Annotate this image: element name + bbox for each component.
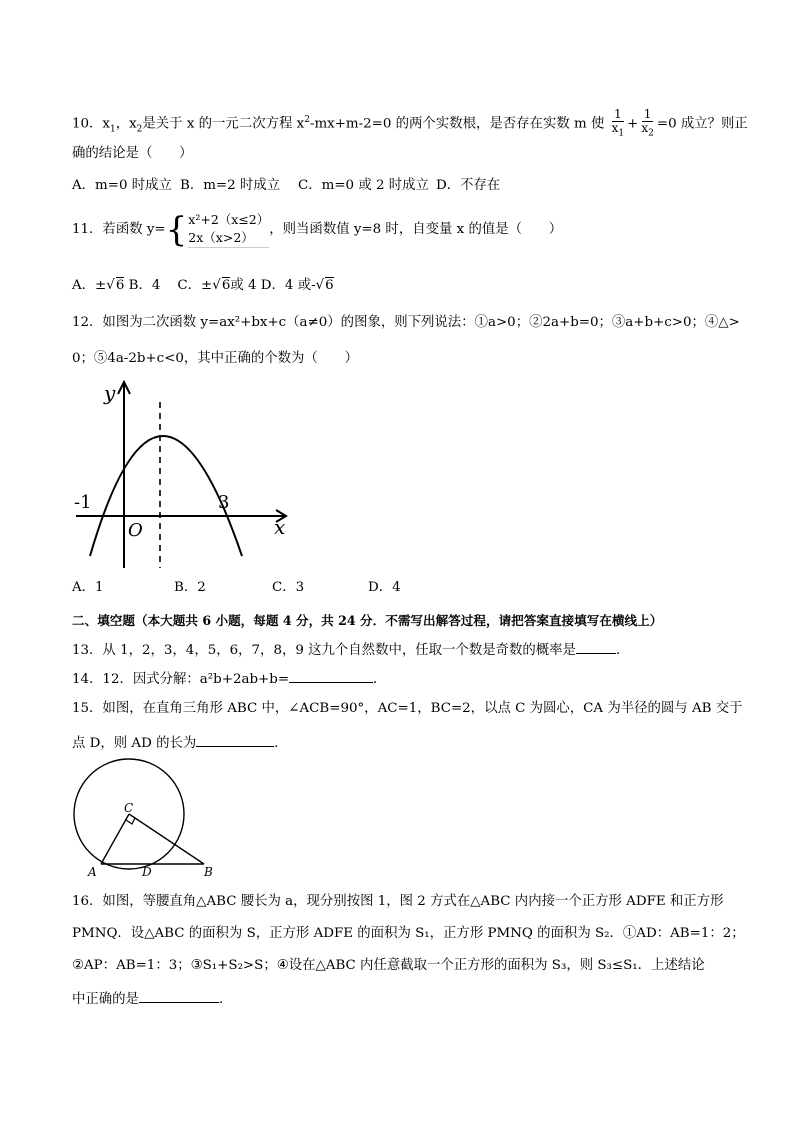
q10-option-c: C．m=0 或 2 时成立 — [298, 178, 429, 193]
q10-text-c: 是关于 x 的一元二次方程 x — [142, 116, 305, 132]
q12-line1: 12．如图为二次函数 y=ax²+bx+c（a≠0）的图象，则下列说法：①a>0；②2a+b=0；③a+b+c>0；④△> — [72, 315, 740, 330]
q16-line1: 16．如图，等腰直角△ABC 腰长为 a，现分别按图 1，图 2 方式在△ABC 内内接一个正方形 ADFE 和正方形 — [72, 894, 724, 909]
q12-line2: 0；⑤4a-2b+c<0，其中正确的个数为（ ） — [72, 351, 358, 366]
q11-prefix: 11．若函数 y= — [72, 222, 166, 237]
q10-fraction-2: $\frac{1}{x_2}$ — [641, 107, 654, 139]
q11-option-c: C．± — [177, 278, 213, 293]
label-a: A — [88, 865, 97, 879]
q16-text: 中正确的是 — [72, 992, 139, 1007]
q16-answer-blank[interactable] — [139, 989, 219, 1003]
segment-cb — [129, 814, 204, 864]
q11-line1: 11．若函数 y= { x²+2（x≤2） 2x（x>2） ，则当函数值 y=8 时，自变量 x 的值是（ ） — [72, 209, 563, 250]
label-c: C — [124, 801, 134, 815]
x-axis-label: x — [274, 515, 286, 539]
q15-text: 点 D，则 AD 的长为 — [72, 736, 197, 751]
root-right-label: 3 — [218, 492, 230, 513]
q12-option-d: D．4 — [368, 580, 401, 595]
parabola-graph — [72, 376, 292, 572]
q11-option-b: B．4 — [128, 278, 161, 293]
q10-text-a: 10．x — [72, 116, 110, 132]
q11-case-2: 2x（x>2） — [188, 230, 254, 245]
root-left-label: -1 — [74, 492, 92, 513]
q13-line: 13．从 1，2，3，4，5，6，7，8，9 这九个自然数中，任取一个数是奇数的概率是 ． — [72, 640, 629, 660]
q10-line1: 10．$x_1$，$x_2$是关于 x 的一元二次方程 $x^2-mx+m-2=0$ 的两个实数根，是否存在实数 m 使 $\frac{1}{x_1}$ + $\frac{1}{x_2}$ =0 成立？则正 — [72, 107, 748, 139]
q15-answer-blank[interactable] — [196, 733, 274, 747]
q10-fraction-1: $\frac{1}{x_1}$ — [611, 107, 625, 139]
q10-option-d: D．不存在 — [436, 178, 501, 193]
section2-title: 二、填空题（本大题共 6 小题，每题 4 分，共 24 分．不需写出解答过程，请把答案直接填写在横线上） — [72, 613, 663, 628]
q10-text-d: -mx+m-2=0 的两个实数根，是否存在实数 m 使 — [309, 116, 605, 132]
origin-label: O — [128, 520, 143, 541]
q11-option-a: A．± — [72, 278, 107, 293]
q12-options — [72, 579, 401, 597]
q10-line2: 确的结论是（ ） — [72, 146, 193, 161]
label-d: D — [142, 865, 152, 879]
q13-answer-blank[interactable] — [576, 640, 616, 654]
q14-answer-blank[interactable] — [289, 669, 373, 683]
q11-options: A．±√6 B．4 C．±√6或 4 D．4 或-√6 — [72, 278, 334, 293]
segment-ca — [101, 814, 129, 864]
q12-option-c: C．3 — [272, 580, 305, 595]
q12-option-b: B．2 — [174, 580, 206, 595]
q16-line4: 中正确的是 ． — [72, 989, 232, 1009]
q11-case-1: x²+2（x≤2） — [188, 212, 270, 227]
circle-triangle-figure — [70, 758, 220, 880]
q14-text: 14．12．因式分解：a²b+2ab+b= — [72, 672, 290, 687]
q10-option-a: A．m=0 时成立 — [72, 178, 172, 193]
q12-option-a: A．1 — [72, 580, 104, 595]
label-b: B — [204, 865, 213, 879]
q10-text-e: =0 成立？则正 — [656, 116, 748, 132]
q10-text-b: ，x — [115, 116, 137, 132]
q15-line2: 点 D，则 AD 的长为 ． — [72, 733, 288, 753]
q11-suffix: ，则当函数值 y=8 时，自变量 x 的值是（ ） — [269, 222, 563, 237]
q11-piecewise — [188, 211, 269, 248]
q16-line3: ②AP：AB=1：3；③S₁+S₂>S；④设在△ABC 内任意截取一个正方形的面积为 S₃，则 S₃≤S₁．上述结论 — [72, 958, 705, 973]
q10-option-b: B．m=2 时成立 — [180, 178, 281, 193]
q16-line2: PMNQ．设△ABC 的面积为 S，正方形 ADFE 的面积为 S₁，正方形 PMNQ 的面积为 S₂．①AD：AB=1：2； — [72, 926, 745, 941]
q13-text: 13．从 1，2，3，4，5，6，7，8，9 这九个自然数中，任取一个数是奇数的概率是 — [72, 643, 576, 658]
q11-option-d: D．4 或- — [260, 278, 316, 293]
q15-line1: 15．如图，在直角三角形 ABC 中，∠ACB=90°，AC=1，BC=2，以点 C 为圆心，CA 为半径的圆与 AB 交于 — [72, 701, 743, 716]
right-angle-mark — [126, 818, 135, 824]
q14-line: 14．12．因式分解：a²b+2ab+b= ． — [72, 669, 386, 689]
y-axis-label: y — [104, 381, 116, 405]
q10-options — [72, 177, 500, 195]
